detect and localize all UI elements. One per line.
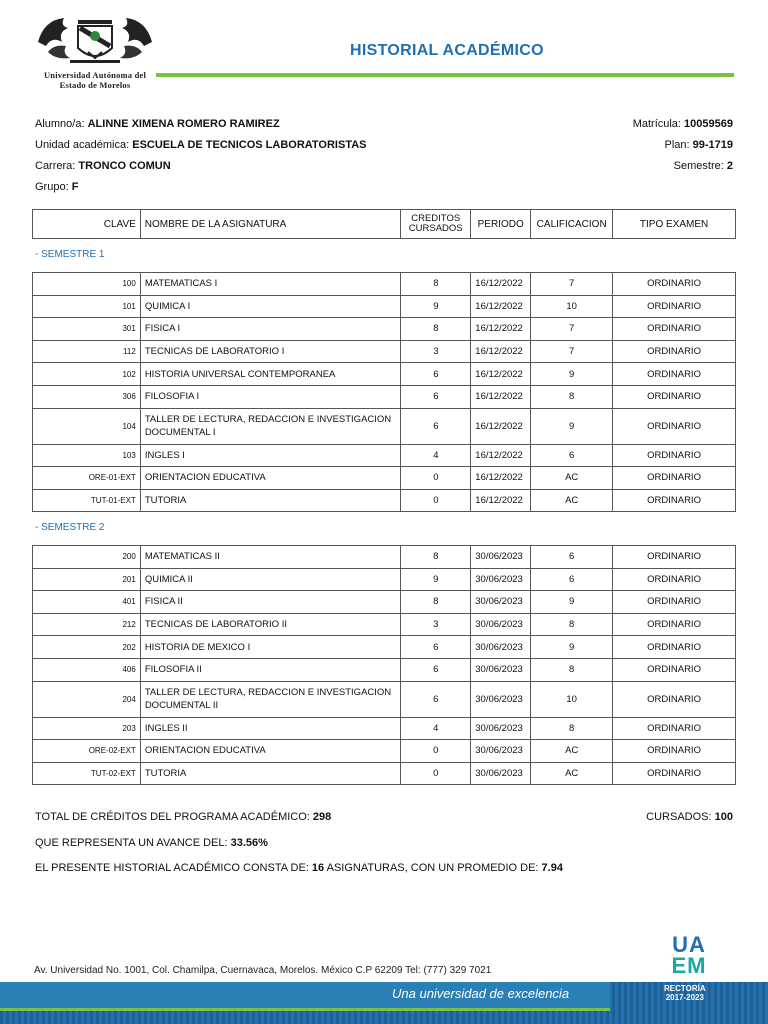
cell-clave: 202 bbox=[33, 636, 141, 659]
cell-clave: ORE-02-EXT bbox=[33, 740, 141, 763]
cell-tipo: ORDINARIO bbox=[613, 740, 736, 763]
cell-clave: 203 bbox=[33, 717, 141, 740]
cell-tipo: ORDINARIO bbox=[613, 591, 736, 614]
cell-calificacion: 6 bbox=[531, 444, 613, 467]
cell-nombre: MATEMATICAS II bbox=[140, 546, 401, 569]
cell-creditos: 9 bbox=[401, 295, 471, 318]
header-creditos-line2: CURSADOS bbox=[408, 223, 463, 234]
cell-nombre: ORIENTACION EDUCATIVA bbox=[140, 740, 401, 763]
page-header bbox=[0, 0, 768, 110]
cell-nombre: ORIENTACION EDUCATIVA bbox=[140, 467, 401, 490]
semester-1-table bbox=[32, 272, 736, 512]
cell-calificacion: 9 bbox=[531, 363, 613, 386]
cell-creditos: 3 bbox=[401, 613, 471, 636]
table-row bbox=[33, 681, 736, 717]
table-row bbox=[33, 636, 736, 659]
header-creditos-line1: CREDITOS bbox=[411, 213, 461, 224]
table-row bbox=[33, 762, 736, 785]
table-row bbox=[33, 546, 736, 569]
table-row bbox=[33, 591, 736, 614]
cell-periodo: 16/12/2022 bbox=[471, 295, 531, 318]
plan-label: Plan: bbox=[664, 139, 690, 151]
totals-row-1 bbox=[35, 811, 735, 825]
cell-calificacion: AC bbox=[531, 467, 613, 490]
grades-table-header bbox=[32, 209, 736, 239]
table-header-row bbox=[33, 210, 736, 239]
plan-value: 99-1719 bbox=[692, 139, 733, 151]
cell-tipo: ORDINARIO bbox=[613, 273, 736, 296]
cell-periodo: 16/12/2022 bbox=[471, 408, 531, 444]
totals-row-3 bbox=[35, 862, 735, 876]
semestre-label: Semestre: bbox=[673, 160, 724, 172]
table-row bbox=[33, 385, 736, 408]
carrera-label: Carrera: bbox=[35, 160, 76, 172]
table-row bbox=[33, 658, 736, 681]
uaem-logo-top: UA bbox=[672, 932, 706, 957]
cell-periodo: 30/06/2023 bbox=[471, 591, 531, 614]
cursados-label: CURSADOS: bbox=[646, 811, 712, 823]
cell-clave: 103 bbox=[33, 444, 141, 467]
cell-calificacion: 7 bbox=[531, 340, 613, 363]
cell-calificacion: 7 bbox=[531, 318, 613, 341]
cell-periodo: 16/12/2022 bbox=[471, 273, 531, 296]
cell-creditos: 6 bbox=[401, 658, 471, 681]
cell-clave: 212 bbox=[33, 613, 141, 636]
table-row bbox=[33, 613, 736, 636]
cell-periodo: 16/12/2022 bbox=[471, 385, 531, 408]
cell-creditos: 6 bbox=[401, 363, 471, 386]
cell-creditos: 6 bbox=[401, 681, 471, 717]
cell-tipo: ORDINARIO bbox=[613, 717, 736, 740]
cell-calificacion: AC bbox=[531, 489, 613, 512]
cell-creditos: 0 bbox=[401, 489, 471, 512]
header-tipo: TIPO EXAMEN bbox=[613, 210, 736, 239]
cell-tipo: ORDINARIO bbox=[613, 363, 736, 386]
table-row bbox=[33, 273, 736, 296]
cell-clave: 200 bbox=[33, 546, 141, 569]
cell-creditos: 8 bbox=[401, 591, 471, 614]
uaem-logo bbox=[660, 934, 718, 976]
cell-clave: 301 bbox=[33, 318, 141, 341]
total-label: TOTAL DE CRÉDITOS DEL PROGRAMA ACADÉMICO: bbox=[35, 811, 310, 823]
cell-periodo: 16/12/2022 bbox=[471, 444, 531, 467]
cell-tipo: ORDINARIO bbox=[613, 658, 736, 681]
cell-calificacion: 10 bbox=[531, 681, 613, 717]
cell-clave: TUT-02-EXT bbox=[33, 762, 141, 785]
cell-calificacion: 9 bbox=[531, 591, 613, 614]
cell-periodo: 16/12/2022 bbox=[471, 363, 531, 386]
university-logo bbox=[30, 12, 160, 102]
cell-creditos: 9 bbox=[401, 568, 471, 591]
cell-tipo: ORDINARIO bbox=[613, 489, 736, 512]
footer-rectoria bbox=[664, 984, 706, 1002]
semester-2-table bbox=[32, 545, 736, 785]
cell-tipo: ORDINARIO bbox=[613, 467, 736, 490]
cell-periodo: 16/12/2022 bbox=[471, 318, 531, 341]
promedio-value: 7.94 bbox=[541, 862, 563, 874]
cell-periodo: 30/06/2023 bbox=[471, 658, 531, 681]
cell-creditos: 6 bbox=[401, 408, 471, 444]
table-row bbox=[33, 717, 736, 740]
cell-periodo: 16/12/2022 bbox=[471, 340, 531, 363]
cell-calificacion: 7 bbox=[531, 273, 613, 296]
table-row bbox=[33, 318, 736, 341]
cell-nombre: HISTORIA UNIVERSAL CONTEMPORANEA bbox=[140, 363, 401, 386]
cell-creditos: 8 bbox=[401, 273, 471, 296]
avance-label: QUE REPRESENTA UN AVANCE DEL: bbox=[35, 837, 228, 849]
cell-nombre: FISICA I bbox=[140, 318, 401, 341]
unidad-label: Unidad académica: bbox=[35, 139, 130, 151]
uaem-logo-bottom: EM bbox=[671, 953, 707, 978]
cell-calificacion: AC bbox=[531, 762, 613, 785]
footer-slogan: Una universidad de excelencia bbox=[392, 986, 570, 1001]
logo-line-1: Universidad Autónoma del bbox=[43, 70, 147, 80]
cell-tipo: ORDINARIO bbox=[613, 408, 736, 444]
cell-clave: 101 bbox=[33, 295, 141, 318]
cell-nombre: HISTORIA DE MEXICO I bbox=[140, 636, 401, 659]
cell-clave: 102 bbox=[33, 363, 141, 386]
cell-tipo: ORDINARIO bbox=[613, 444, 736, 467]
table-row bbox=[33, 295, 736, 318]
grupo-label: Grupo: bbox=[35, 181, 69, 193]
cell-tipo: ORDINARIO bbox=[613, 546, 736, 569]
footer-accent-line bbox=[0, 1008, 610, 1011]
alumno-label: Alumno/a: bbox=[35, 118, 85, 130]
table-row bbox=[33, 340, 736, 363]
cell-clave: ORE-01-EXT bbox=[33, 467, 141, 490]
semester-2-label: - SEMESTRE 2 bbox=[35, 522, 105, 533]
header-creditos bbox=[401, 210, 471, 239]
cell-periodo: 30/06/2023 bbox=[471, 717, 531, 740]
footer-rectoria-period: 2017-2023 bbox=[665, 993, 704, 1002]
cell-nombre: TECNICAS DE LABORATORIO II bbox=[140, 613, 401, 636]
cell-periodo: 30/06/2023 bbox=[471, 613, 531, 636]
avance-value: 33.56% bbox=[230, 837, 268, 849]
asignaturas-value: 16 bbox=[311, 862, 325, 874]
cell-tipo: ORDINARIO bbox=[613, 568, 736, 591]
cell-nombre: FILOSOFIA II bbox=[140, 658, 401, 681]
cell-periodo: 30/06/2023 bbox=[471, 568, 531, 591]
unidad-value: ESCUELA DE TECNICOS LABORATORISTAS bbox=[132, 139, 367, 151]
cell-nombre: TALLER DE LECTURA, REDACCION E INVESTIGACION DOCUMENTAL I bbox=[140, 408, 401, 444]
cell-periodo: 16/12/2022 bbox=[471, 467, 531, 490]
carrera-value: TRONCO COMUN bbox=[78, 160, 171, 172]
table-row bbox=[33, 740, 736, 763]
table-row bbox=[33, 444, 736, 467]
cell-creditos: 4 bbox=[401, 444, 471, 467]
cell-creditos: 8 bbox=[401, 318, 471, 341]
cell-calificacion: 9 bbox=[531, 636, 613, 659]
cell-periodo: 30/06/2023 bbox=[471, 636, 531, 659]
cell-tipo: ORDINARIO bbox=[613, 613, 736, 636]
cell-tipo: ORDINARIO bbox=[613, 295, 736, 318]
cell-clave: 406 bbox=[33, 658, 141, 681]
cell-clave: 401 bbox=[33, 591, 141, 614]
cell-periodo: 30/06/2023 bbox=[471, 681, 531, 717]
info-row-3 bbox=[35, 160, 735, 174]
cell-calificacion: AC bbox=[531, 740, 613, 763]
cell-calificacion: 8 bbox=[531, 613, 613, 636]
cell-creditos: 0 bbox=[401, 740, 471, 763]
cell-clave: TUT-01-EXT bbox=[33, 489, 141, 512]
header-clave: CLAVE bbox=[33, 210, 141, 239]
cell-creditos: 0 bbox=[401, 762, 471, 785]
cell-tipo: ORDINARIO bbox=[613, 318, 736, 341]
cell-nombre: FILOSOFIA I bbox=[140, 385, 401, 408]
cell-tipo: ORDINARIO bbox=[613, 636, 736, 659]
header-nombre: NOMBRE DE LA ASIGNATURA bbox=[140, 210, 400, 239]
cell-creditos: 0 bbox=[401, 467, 471, 490]
alumno-value: ALINNE XIMENA ROMERO RAMIREZ bbox=[87, 118, 280, 130]
cell-nombre: QUIMICA II bbox=[140, 568, 401, 591]
cell-nombre: INGLES I bbox=[140, 444, 401, 467]
cell-periodo: 30/06/2023 bbox=[471, 762, 531, 785]
table-row bbox=[33, 408, 736, 444]
cell-nombre: INGLES II bbox=[140, 717, 401, 740]
cell-creditos: 4 bbox=[401, 717, 471, 740]
cell-tipo: ORDINARIO bbox=[613, 762, 736, 785]
cell-nombre: TUTORIA bbox=[140, 762, 401, 785]
cell-calificacion: 6 bbox=[531, 546, 613, 569]
address-text: Av. Universidad No. 1001, Col. Chamilpa, Cuernavaca, Morelos. México C.P 62209 Tel: (777) 329 7021 bbox=[34, 965, 492, 976]
cell-nombre: TUTORIA bbox=[140, 489, 401, 512]
cell-creditos: 3 bbox=[401, 340, 471, 363]
logo-line-2: Estado de Morelos bbox=[59, 80, 131, 90]
cell-periodo: 16/12/2022 bbox=[471, 489, 531, 512]
cell-calificacion: 6 bbox=[531, 568, 613, 591]
info-row-2 bbox=[35, 139, 735, 153]
cell-clave: 201 bbox=[33, 568, 141, 591]
cell-nombre: TALLER DE LECTURA, REDACCION E INVESTIGACION DOCUMENTAL II bbox=[140, 681, 401, 717]
table-row bbox=[33, 363, 736, 386]
matricula-label: Matrícula: bbox=[632, 118, 681, 130]
semestre-value: 2 bbox=[726, 160, 733, 172]
cell-calificacion: 8 bbox=[531, 717, 613, 740]
cell-periodo: 30/06/2023 bbox=[471, 546, 531, 569]
cell-calificacion: 9 bbox=[531, 408, 613, 444]
cell-clave: 306 bbox=[33, 385, 141, 408]
cell-creditos: 8 bbox=[401, 546, 471, 569]
consta-label: EL PRESENTE HISTORIAL ACADÉMICO CONSTA DE: bbox=[35, 862, 309, 874]
table-row bbox=[33, 489, 736, 512]
cell-clave: 104 bbox=[33, 408, 141, 444]
cell-creditos: 6 bbox=[401, 385, 471, 408]
cell-periodo: 30/06/2023 bbox=[471, 740, 531, 763]
total-value: 298 bbox=[312, 811, 332, 823]
asignaturas-label: ASIGNATURAS, CON UN PROMEDIO DE: bbox=[326, 862, 539, 874]
header-periodo: PERIODO bbox=[471, 210, 531, 239]
cell-creditos: 6 bbox=[401, 636, 471, 659]
semester-2-rows bbox=[33, 546, 736, 785]
footer-band bbox=[0, 982, 768, 1024]
grupo-value: F bbox=[71, 181, 79, 193]
cell-calificacion: 8 bbox=[531, 385, 613, 408]
semester-1-label: - SEMESTRE 1 bbox=[35, 249, 105, 260]
info-row-4 bbox=[35, 181, 735, 195]
page-title: HISTORIAL ACADÉMICO bbox=[350, 42, 544, 59]
semester-1-rows bbox=[33, 273, 736, 512]
cell-clave: 112 bbox=[33, 340, 141, 363]
cell-clave: 204 bbox=[33, 681, 141, 717]
cell-tipo: ORDINARIO bbox=[613, 681, 736, 717]
table-row bbox=[33, 467, 736, 490]
table-row bbox=[33, 568, 736, 591]
cell-tipo: ORDINARIO bbox=[613, 385, 736, 408]
header-calificacion: CALIFICACION bbox=[531, 210, 613, 239]
university-crest-icon bbox=[34, 12, 156, 70]
cell-calificacion: 8 bbox=[531, 658, 613, 681]
cell-nombre: MATEMATICAS I bbox=[140, 273, 401, 296]
cell-tipo: ORDINARIO bbox=[613, 340, 736, 363]
cell-calificacion: 10 bbox=[531, 295, 613, 318]
cursados-value: 100 bbox=[714, 811, 733, 823]
cell-nombre: QUIMICA I bbox=[140, 295, 401, 318]
info-row-1 bbox=[35, 118, 735, 132]
matricula-value: 10059569 bbox=[684, 118, 733, 130]
title-rule bbox=[156, 73, 734, 77]
footer-rectoria-label: RECTORÍA bbox=[664, 984, 706, 993]
cell-nombre: FISICA II bbox=[140, 591, 401, 614]
cell-clave: 100 bbox=[33, 273, 141, 296]
totals-row-2 bbox=[35, 837, 735, 851]
cell-nombre: TECNICAS DE LABORATORIO I bbox=[140, 340, 401, 363]
